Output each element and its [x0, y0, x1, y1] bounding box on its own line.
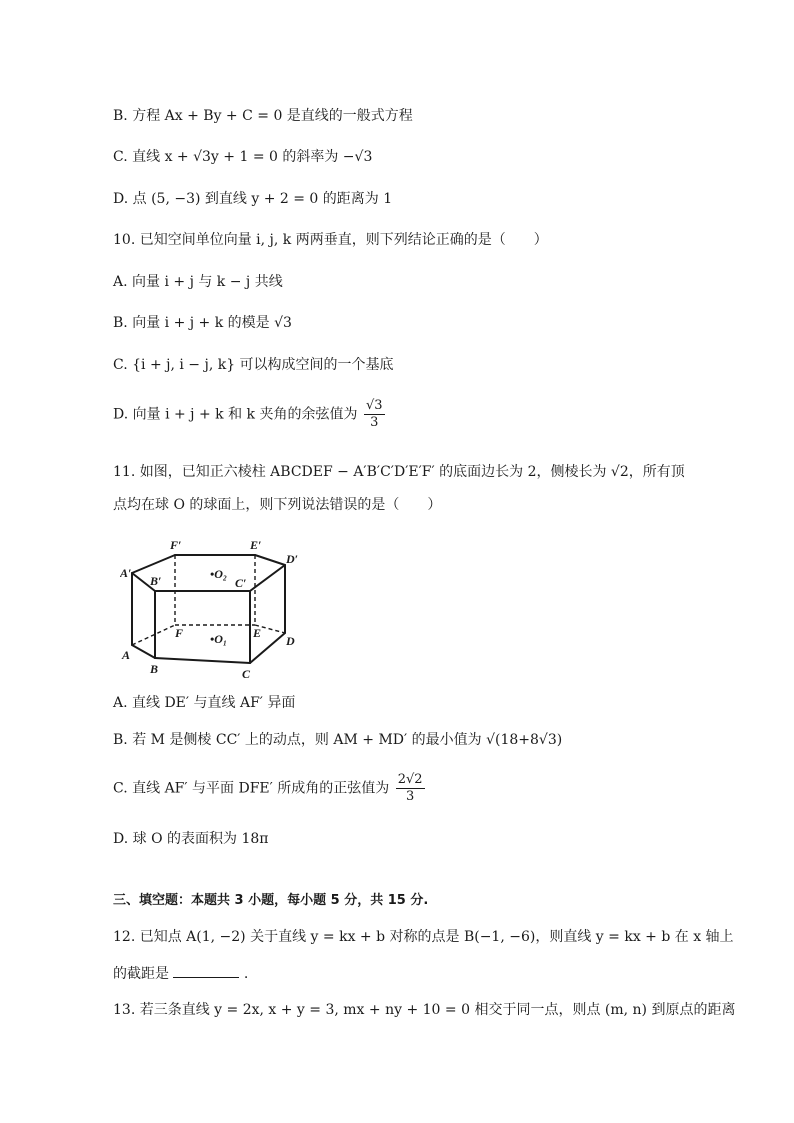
option-11d: D. 球 O 的表面积为 18π [113, 831, 269, 847]
label-d-prime: D′ [286, 552, 299, 566]
option-11a: A. 直线 DE′ 与直线 AF′ 异面 [113, 695, 296, 711]
option-10b: B. 向量 i + j + k 的模是 √3 [113, 315, 292, 331]
label-b-prime: B′ [150, 574, 162, 588]
label-a: A [122, 648, 131, 662]
option-10a: A. 向量 i + j 与 k − j 共线 [113, 274, 283, 290]
fraction-denominator: 3 [405, 789, 415, 804]
question-10: 10. 已知空间单位向量 i, j, k 两两垂直，则下列结论正确的是（ ） [113, 232, 548, 248]
fraction-2sqrt2-over-3 [396, 772, 425, 805]
option-9b: B. 方程 Ax + By + C = 0 是直线的一般式方程 [113, 108, 413, 124]
edge-a1f1 [132, 555, 175, 573]
label-e: E [253, 626, 262, 640]
label-a-prime: A′ [120, 566, 132, 580]
label-e-prime: E′ [250, 538, 262, 552]
edge-ab [132, 645, 155, 658]
fraction-denominator: 3 [370, 415, 379, 430]
label-o2: •O₂ [210, 567, 228, 581]
option-9c: C. 直线 x + √3y + 1 = 0 的斜率为 −√3 [113, 149, 373, 165]
edge-af-hidden [132, 625, 175, 645]
question-13-line1: 13. 若三条直线 y = 2x, x + y = 3, mx + ny + 10 = 0 相交于同一点，则点 (m, n) 到原点的距离 [113, 1002, 736, 1018]
option-11c [113, 772, 427, 805]
label-d: D [286, 634, 295, 648]
option-10d-text: D. 向量 i + j + k 和 k 夹角的余弦值为 [113, 406, 358, 423]
fraction-numerator: √3 [365, 398, 383, 413]
option-11b: B. 若 M 是侧棱 CC′ 上的动点，则 AM + MD′ 的最小值为 √(18+8√3) [113, 732, 563, 748]
label-c-prime: C′ [235, 576, 247, 590]
edge-e1d1 [255, 555, 285, 565]
fraction-sqrt3-over-3 [364, 398, 385, 431]
label-o1: •O₁ [210, 632, 228, 646]
question-12-line2 [113, 963, 248, 984]
question-12-line1: 12. 已知点 A(1, −2) 关于直线 y = kx + b 对称的点是 B(−1, −6)，则直线 y = kx + b 在 x 轴上 [113, 929, 734, 945]
question-12-text: 的截距是 [113, 966, 169, 982]
option-11c-text: C. 直线 AF′ 与平面 DFE′ 所成角的正弦值为 [113, 780, 390, 797]
edge-bc [155, 658, 250, 663]
label-c: C [242, 667, 251, 681]
label-b: B [150, 662, 159, 676]
fraction-numerator: 2√2 [397, 772, 423, 787]
question-12-period: . [243, 966, 249, 982]
question-11-line1: 11. 如图，已知正六棱柱 ABCDEF − A′B′C′D′E′F′ 的底面边长为 2，侧棱长为 √2，所有顶 [113, 464, 685, 480]
option-10d [113, 398, 387, 431]
option-9d: D. 点 (5, −3) 到直线 y + 2 = 0 的距离为 1 [113, 191, 393, 207]
option-10c: C. {i + j, i − j, k} 可以构成空间的一个基底 [113, 357, 394, 373]
question-11-line2: 点均在球 O 的球面上，则下列说法错误的是（ ） [113, 497, 442, 513]
label-f-prime: F′ [170, 538, 182, 552]
label-f: F [175, 626, 184, 640]
hexagonal-prism-figure [120, 533, 310, 681]
answer-blank[interactable] [173, 963, 239, 978]
section-heading-fill-in: 三、填空题：本题共 3 小题，每小题 5 分，共 15 分. [113, 893, 429, 908]
